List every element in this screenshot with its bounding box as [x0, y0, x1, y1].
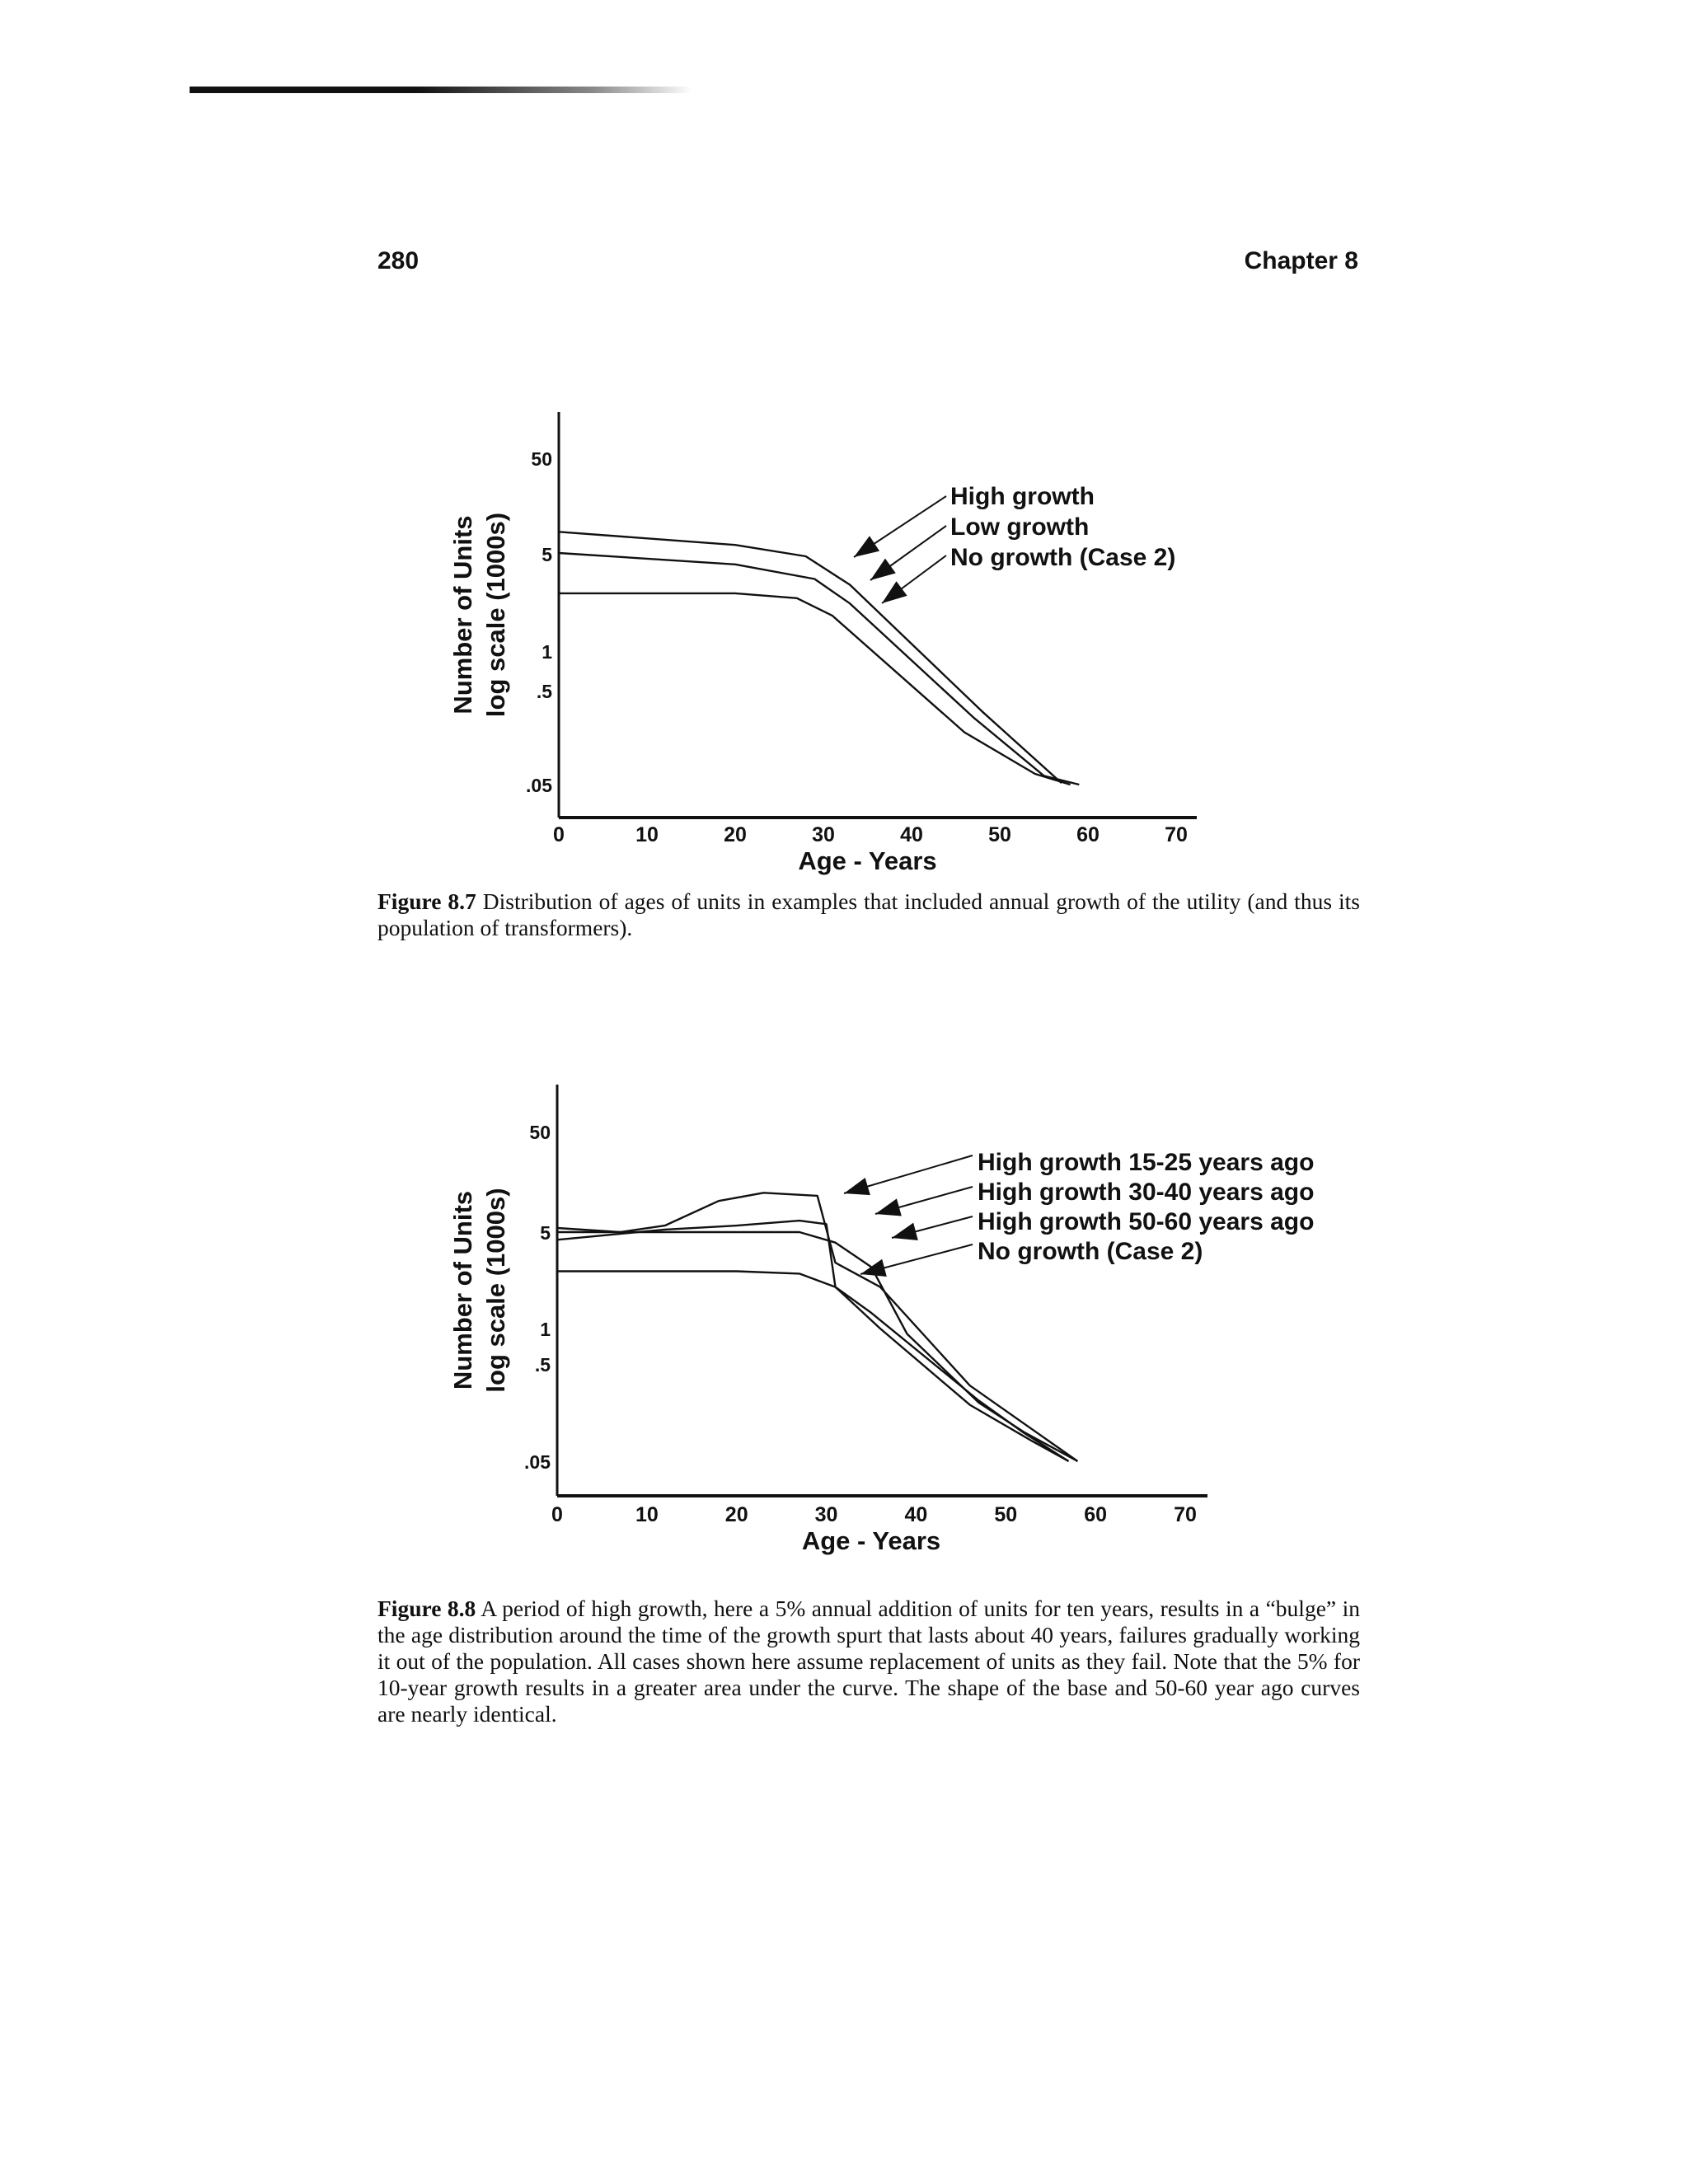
caption-label: Figure 8.7	[377, 888, 476, 914]
x-tick-label: 60	[1076, 823, 1100, 846]
legend-label: No growth (Case 2)	[978, 1238, 1203, 1265]
legend-label: High growth 50-60 years ago	[978, 1208, 1315, 1235]
annotation-arrowhead	[892, 1223, 918, 1240]
annotation-arrowhead	[844, 1178, 870, 1195]
x-tick-label: 30	[812, 823, 835, 846]
x-tick-label: 0	[551, 1503, 563, 1526]
y-tick-label: 50	[531, 448, 552, 470]
y-tick-label: 5	[540, 1222, 551, 1244]
x-tick-label: 10	[635, 823, 659, 846]
page-number: 280	[377, 247, 420, 274]
y-tick-label: .05	[526, 775, 552, 796]
caption-text: Distribution of ages of units in examples that included annual growth of the utility (and thus its population of transformers).	[377, 888, 1360, 940]
y-tick-label: .05	[524, 1451, 551, 1473]
legend-label: High growth	[950, 483, 1095, 510]
chapter-title: Chapter 8	[1244, 247, 1358, 274]
caption-text: A period of high growth, here a 5% annual addition of units for ten years, results in a “bulge” in the age distribution around the time of the growth spurt that lasts about 40 years, failures gradually working it out of the population. All cases shown here assume replacement of units as they fail. Note that the 5% for 10-year growth results in a greater area under the curve. The shape of the base and 50-60 year ago curves are nearly identical.	[377, 1596, 1361, 1727]
x-tick-label: 20	[724, 1503, 748, 1526]
y-axis-label: Number of Units	[448, 515, 477, 715]
x-tick-label: 40	[904, 1503, 928, 1526]
figure-8-8-caption	[377, 1596, 1360, 1727]
caption-label: Figure 8.8	[377, 1596, 476, 1621]
x-tick-label: 40	[900, 823, 923, 846]
y-tick-label: .5	[536, 681, 552, 702]
y-tick-label: 5	[542, 544, 552, 565]
series-line	[557, 1232, 1077, 1461]
x-tick-label: 20	[724, 823, 747, 846]
x-tick-label: 60	[1084, 1503, 1108, 1526]
x-tick-label: 10	[635, 1503, 659, 1526]
x-tick-label: 30	[814, 1503, 838, 1526]
x-axis-label: Age - Years	[798, 846, 937, 875]
legend-label: No growth (Case 2)	[950, 544, 1176, 571]
x-axis-label: Age - Years	[801, 1526, 941, 1555]
x-tick-label: 70	[1165, 823, 1188, 846]
y-axis-label: log scale (1000s)	[481, 1188, 510, 1393]
annotation-arrowhead	[875, 1198, 902, 1216]
x-tick-label: 0	[553, 823, 565, 846]
legend-label: Low growth	[950, 513, 1090, 541]
x-tick-label: 50	[994, 1503, 1018, 1526]
x-tick-label: 70	[1174, 1503, 1197, 1526]
y-tick-label: 50	[529, 1122, 551, 1143]
y-axis-label: Number of Units	[448, 1190, 477, 1390]
y-axis-label: log scale (1000s)	[481, 512, 510, 718]
x-tick-label: 50	[988, 823, 1011, 846]
y-tick-label: .5	[534, 1354, 551, 1376]
y-tick-label: 1	[542, 641, 552, 663]
series-line	[557, 1272, 1069, 1462]
y-tick-label: 1	[540, 1319, 551, 1340]
legend-label: High growth 30-40 years ago	[978, 1179, 1315, 1206]
legend-label: High growth 15-25 years ago	[978, 1149, 1315, 1176]
